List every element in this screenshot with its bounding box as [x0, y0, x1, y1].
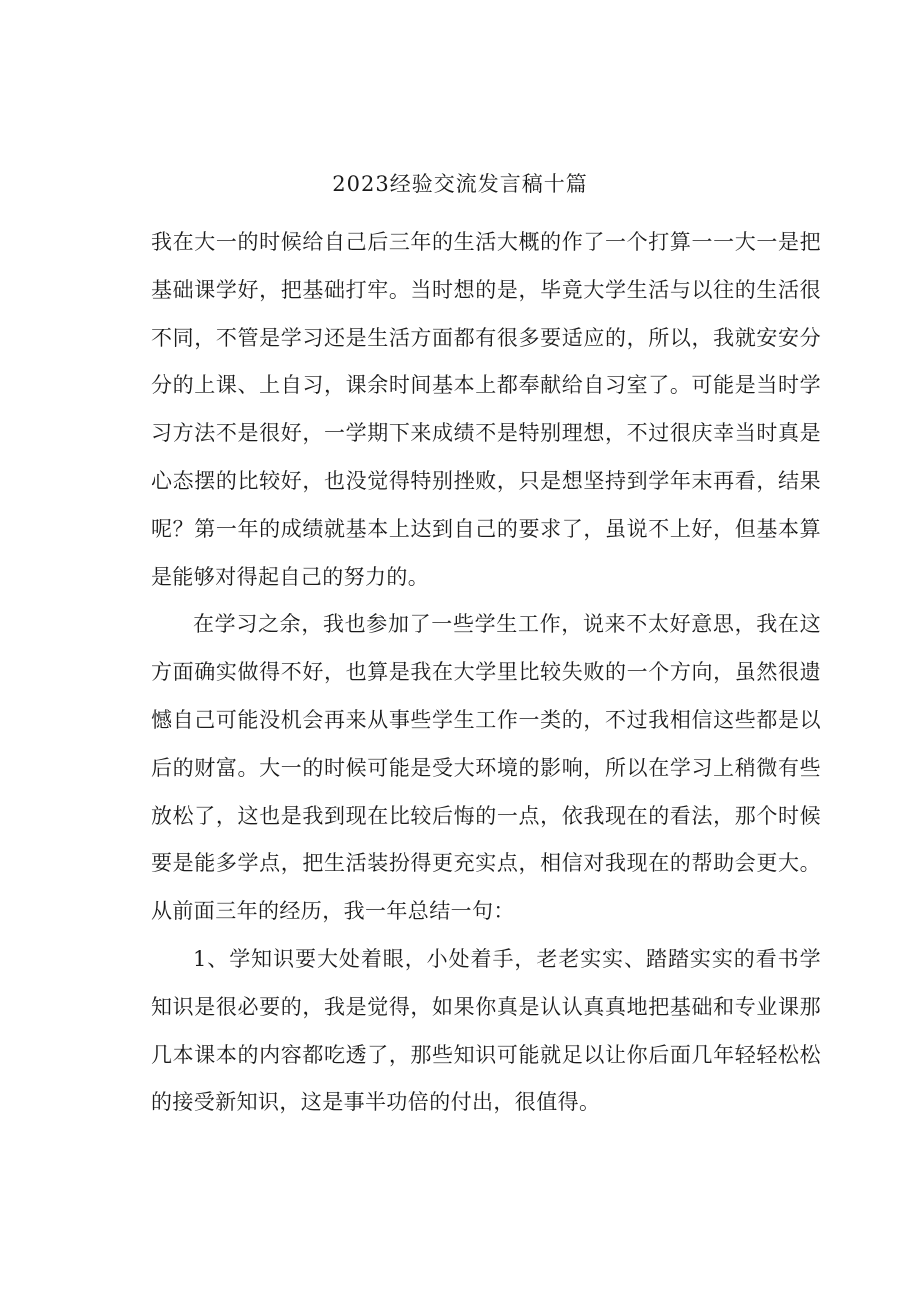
paragraph-1: 我在大一的时候给自己后三年的生活大概的作了一个打算一一大一是把基础课学好，把基础打牢。当时想的是，毕竟大学生活与以往的生活很不同，不管是学习还是生活方面都有很多要适应的，所以，我就安安分分的上课、上自习，课余时间基本上都奉献给自习室了。可能是当时学习方法不是很好，一学期下来成绩不是特别理想，不过很庆幸当时真是心态摆的比较好，也没觉得特别挫败，只是想坚持到学年末再看，结果呢？第一年的成绩就基本上达到自己的要求了，虽说不上好，但基本算是能够对得起自己的努力的。	[151, 230, 821, 589]
paragraph-2: 在学习之余，我也参加了一些学生工作，说来不太好意思，我在这方面确实做得不好，也算是我在大学里比较失败的一个方向，虽然很遗憾自己可能没机会再来从事些学生工作一类的，不过我相信这些都是以后的财富。大一的时候可能是受大环境的影响，所以在学习上稍微有些放松了，这也是我到现在比较后悔的一点，依我现在的看法，那个时候要是能多学点，把生活装扮得更充实点，相信对我现在的帮助会更大。从前面三年的经历，我一年总结一句：	[151, 612, 821, 924]
document-body	[151, 219, 821, 1127]
paragraph-3: 1、学知识要大处着眼，小处着手，老老实实、踏踏实实的看书学知识是很必要的，我是觉得，如果你真是认认真真地把基础和专业课那几本课本的内容都吃透了，那些知识可能就足以让你后面几年轻轻松松的接受新知识，这是事半功倍的付出，很值得。	[151, 946, 821, 1115]
document-title: 2023经验交流发言稿十篇	[332, 172, 588, 196]
